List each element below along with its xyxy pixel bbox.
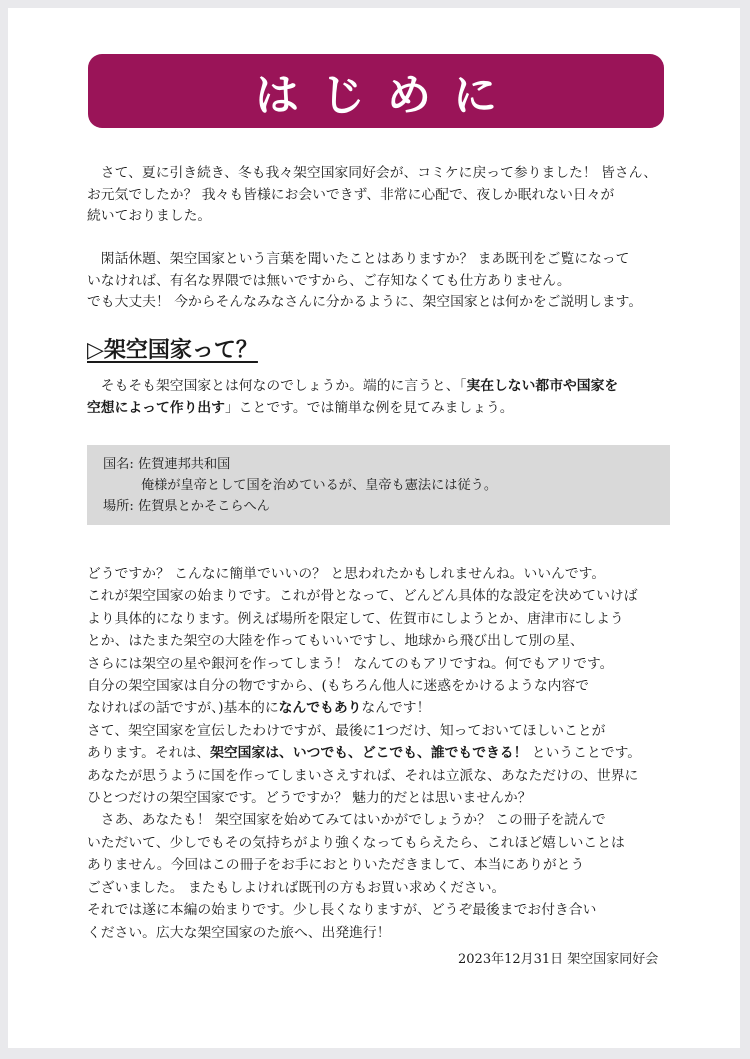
body-line bbox=[87, 742, 641, 764]
body-line: ひとつだけの架空国家です。どうですか？ 魅力的だとは思いませんか？ bbox=[87, 790, 532, 807]
intro-line: さて、夏に引き続き、冬も我々架空国家同好会が、コミケに戻って参りました！ 皆さん、 bbox=[87, 165, 658, 181]
digression-line: 閑話休題、架空国家という言葉を聞いたことはありますか？ まあ既刊をご覧になって bbox=[87, 251, 630, 267]
section-heading: ▷架空国家って？ bbox=[87, 338, 258, 363]
intro-line: 続いておりました。 bbox=[87, 208, 212, 225]
digression-line: でも大丈夫！ 今からそんなみなさんに分かるように、架空国家とは何かをご説明します。 bbox=[87, 294, 643, 311]
definition-line bbox=[87, 398, 618, 420]
example-location: 場所: 佐賀県とかそこらへん bbox=[103, 499, 270, 514]
example-box bbox=[87, 445, 670, 525]
intro-line: お元気でしたか？ 我々も皆様にお会いできず、非常に心配で、夜しか眠れない日々が bbox=[87, 186, 615, 203]
body-line: いただいて、少しでもその気持ちがより強くなってもらえたら、これほど嬉しいことは bbox=[87, 834, 625, 851]
digression-line: いなければ、有名な界隈では無いですから、ご存知なくても仕方ありません。 bbox=[87, 272, 571, 289]
definition-emphasis: 実在しない都市や国家を bbox=[466, 378, 619, 394]
definition-emphasis: 空想によって作り出す bbox=[87, 399, 225, 416]
body-line: ございました。 またもしよければ既刊の方もお買い求めください。 bbox=[87, 879, 506, 896]
signature: 2023年12月31日 架空国家同好会 bbox=[458, 952, 659, 967]
body-line: それでは遂に本編の始まりです。少し長くなりますが、どうぞ最後までお付き合い bbox=[87, 902, 597, 919]
title-banner bbox=[88, 54, 664, 128]
example-country-name: 国名: 佐賀連邦共和国 bbox=[103, 457, 231, 472]
body-line: あなたが思うように国を作ってしまいさえすれば、それは立派な、あなただけの、世界に bbox=[87, 767, 639, 784]
definition-paragraph bbox=[87, 376, 618, 419]
body-line bbox=[87, 697, 641, 719]
body-line: これが架空国家の始まりです。これが骨となって、どんどん具体的な設定を決めていけば bbox=[87, 588, 638, 605]
body-text: なければの話ですが、)基本的に bbox=[87, 700, 279, 717]
intro-paragraph bbox=[87, 163, 657, 228]
body-text: なんです！ bbox=[361, 700, 431, 717]
body-line: さらには架空の星や銀河を作ってしまう！ なんてのもアリですね。何でもアリです。 bbox=[87, 655, 614, 672]
document-page bbox=[8, 8, 740, 1048]
digression-paragraph bbox=[87, 249, 642, 314]
definition-text: 」ことです。では簡単な例を見てみましょう。 bbox=[224, 399, 514, 416]
body-line: 自分の架空国家は自分の物ですから、(もちろん他人に迷惑をかけるような内容で bbox=[87, 678, 590, 695]
body-text: ということです。 bbox=[527, 745, 642, 762]
example-description: 俺様が皇帝として国を治めているが、皇帝も憲法には従う。 bbox=[141, 478, 498, 493]
body-paragraph bbox=[87, 563, 641, 944]
body-line: より具体的になります。例えば場所を限定して、佐賀市にしようとか、唐津市にしよう bbox=[87, 610, 624, 627]
body-text: あります。それは、 bbox=[87, 745, 211, 762]
body-line: とか、はたまた架空の大陸を作ってもいいですし、地球から飛び出して別の星、 bbox=[87, 633, 584, 650]
definition-text: そもそも架空国家とは何なのでしょうか。端的に言うと、「 bbox=[87, 378, 467, 394]
body-line: ありません。今回はこの冊子をお手におとりいただきまして、本当にありがとう bbox=[87, 857, 585, 874]
body-emphasis: なんでもあり bbox=[278, 700, 362, 717]
body-line: さて、架空国家を宣伝したわけですが、最後に1つだけ、知っておいてほしいことが bbox=[87, 722, 606, 739]
body-emphasis: 架空国家は、いつでも、どこでも、誰でもできる！ bbox=[210, 745, 528, 762]
body-line: さあ、あなたも！ 架空国家を始めてみてはいかがでしょうか？ この冊子を読んで bbox=[87, 812, 606, 829]
page-title: はじめに bbox=[255, 70, 519, 121]
body-line: どうですか？ こんなに簡単でいいの？ と思われたかもしれませんね。いいんです。 bbox=[87, 566, 606, 582]
body-line: ください。広大な架空国家のた旅へ、出発進行！ bbox=[87, 924, 391, 941]
definition-line bbox=[87, 376, 618, 398]
